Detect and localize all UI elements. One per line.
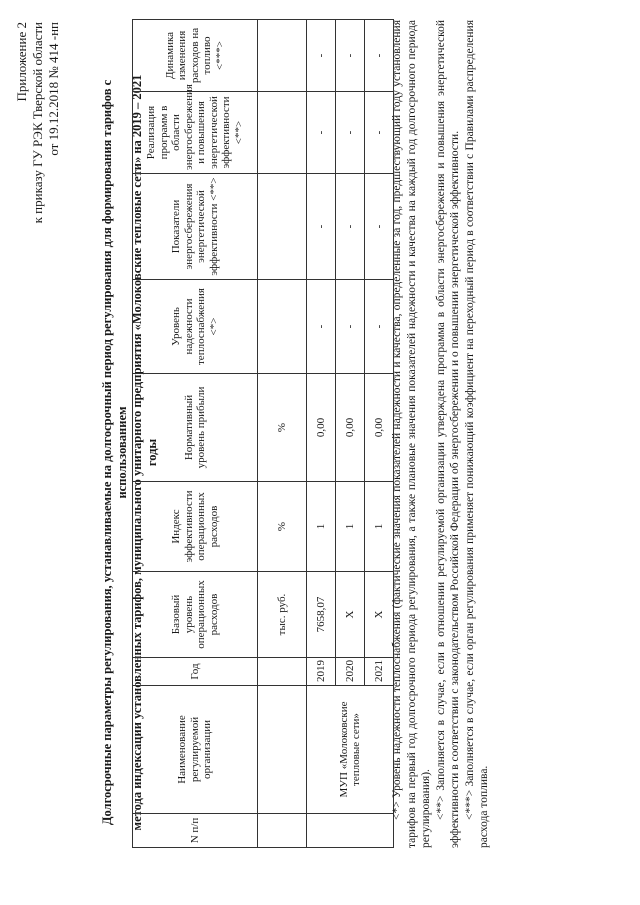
base-opex-cell: Х xyxy=(365,572,394,658)
year-cell: 2019 xyxy=(307,658,336,686)
col-header-organization: Наименование регулируемой организации xyxy=(133,686,258,814)
reliability-cell: - xyxy=(336,280,365,374)
parameters-table xyxy=(132,19,394,848)
reliability-cell: - xyxy=(307,280,336,374)
fuel-dynamics-cell: - xyxy=(365,20,394,92)
efficiency-index-cell: 1 xyxy=(307,482,336,572)
base-opex-cell: 7658,07 xyxy=(307,572,336,658)
energy-indicators-cell: - xyxy=(307,174,336,280)
footnotes xyxy=(390,20,492,848)
fuel-dynamics-cell: - xyxy=(336,20,365,92)
profit-level-cell: 0,00 xyxy=(365,374,394,482)
row-number-cell xyxy=(307,814,394,848)
unit-cell xyxy=(258,20,307,92)
order-date: от 19.12.2018 № 414 -нп xyxy=(46,22,61,156)
year-cell: 2020 xyxy=(336,658,365,686)
col-header-base-opex: Базовый уровень операционных расходов xyxy=(133,572,258,658)
title-line-2: метода индексации установленных тарифов, муниципального унитарного предприятия «Молоковские тепловые сети» на 2019 – 2021 годы xyxy=(130,74,159,831)
energy-indicators-cell: - xyxy=(336,174,365,280)
appendix-header xyxy=(14,22,62,223)
energy-programs-cell: - xyxy=(365,92,394,174)
unit-cell: % xyxy=(258,482,307,572)
organization-cell: МУП «Молоковские тепловые сети» xyxy=(307,686,394,814)
profit-level-cell: 0,00 xyxy=(336,374,365,482)
unit-cell xyxy=(258,92,307,174)
unit-cell: тыс. руб. xyxy=(258,572,307,658)
base-opex-cell: Х xyxy=(336,572,365,658)
footnote-fuel: <***> Заполняется в случае, если орган регулирования применяет понижающий коэффициент на переходный период в соответствии с Правилами распределения расхода топлива. xyxy=(463,20,490,848)
profit-level-cell: 0,00 xyxy=(307,374,336,482)
unit-cell xyxy=(258,686,307,814)
col-header-energy-programs: Реализация программ в области энергосбережения и повышения энергетической эффективности <**> xyxy=(133,92,258,174)
energy-indicators-cell: - xyxy=(365,174,394,280)
efficiency-index-cell: 1 xyxy=(365,482,394,572)
unit-cell: % xyxy=(258,374,307,482)
unit-cell xyxy=(258,174,307,280)
footnote-energy-program: <**> Заполняется в случае, если в отношении регулируемой организации утверждена программа в области энергосбережения и повышения энергетической эффективности в соответствии с законодательством Российской Федерации об энергосбережении и о повышении энергетической эффективности. xyxy=(434,20,461,848)
col-header-reliability: Уровень надежности теплоснабжения <*> xyxy=(133,280,258,374)
order-reference: к приказу ГУ РЭК Тверской области xyxy=(30,22,45,224)
col-header-number: N п/п xyxy=(133,814,258,848)
unit-cell xyxy=(258,280,307,374)
unit-cell xyxy=(258,658,307,686)
reliability-cell: - xyxy=(365,280,394,374)
energy-programs-cell: - xyxy=(336,92,365,174)
efficiency-index-cell: 1 xyxy=(336,482,365,572)
appendix-number: Приложение 2 xyxy=(14,22,29,102)
table-units-row xyxy=(258,20,307,848)
unit-cell xyxy=(258,814,307,848)
year-cell: 2021 xyxy=(365,658,394,686)
footnote-reliability: <*> Уровень надежности теплоснабжения (фактические значения показателей надежности и качества, определенные за год, предшествующий году установления тарифов на первый год долгосрочного периода регулирования, а также плановые значения показателей надежности и качества на каждый год долгосрочного периода регулирования). xyxy=(391,20,432,848)
col-header-profit-level: Нормативный уровень прибыли xyxy=(133,374,258,482)
col-header-year: Год xyxy=(133,658,258,686)
title-line-1: Долгосрочные параметры регулирования, устанавливаемые на долгосрочный период регулирования для формирования тарифов с использованием xyxy=(100,79,129,826)
col-header-efficiency-index: Индекс эффективности операционных расходов xyxy=(133,482,258,572)
table-header-row xyxy=(133,20,258,848)
table-row xyxy=(307,20,336,848)
col-header-fuel-dynamics: Динамика изменения расходов на топливо <***> xyxy=(133,20,258,92)
fuel-dynamics-cell: - xyxy=(307,20,336,92)
energy-programs-cell: - xyxy=(307,92,336,174)
col-header-energy-indicators: Показатели энергосбережения энергетической эффективности <**> xyxy=(133,174,258,280)
